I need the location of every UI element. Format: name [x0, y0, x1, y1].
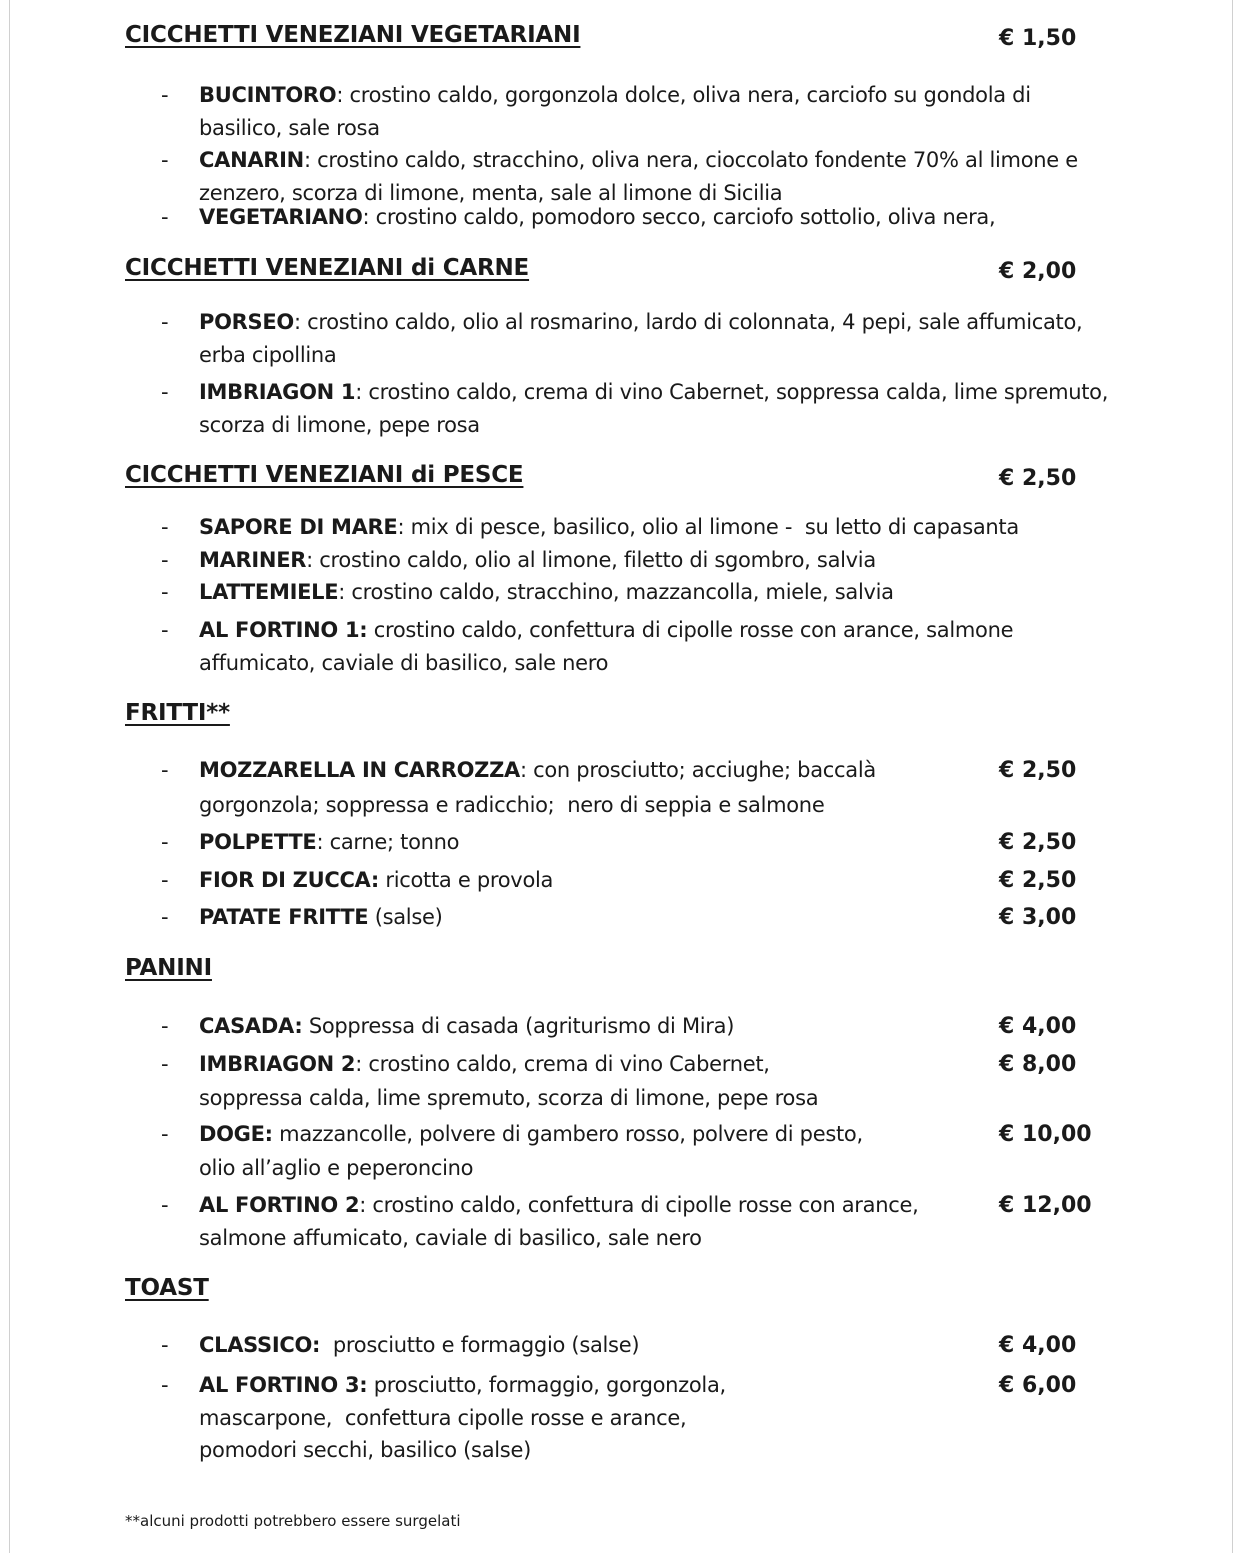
- menu-item-separator: [320, 1333, 333, 1357]
- menu-item-description: prosciutto e formaggio (salse): [332, 1333, 640, 1357]
- menu-item-line: [199, 310, 1082, 334]
- menu-item-description: con prosciutto; acciughe; baccalà: [533, 758, 876, 782]
- section-title: CICCHETTI VENEZIANI di CARNE: [125, 255, 530, 281]
- bullet-dash: -: [161, 1333, 169, 1357]
- bullet-dash: -: [161, 310, 169, 334]
- menu-item-description: affumicato, caviale di basilico, sale nero: [199, 651, 609, 675]
- bullet-dash: -: [161, 548, 169, 572]
- section-title: CICCHETTI VENEZIANI di PESCE: [125, 462, 524, 488]
- menu-item-separator: :: [355, 1052, 369, 1076]
- menu-item-line: [199, 148, 1078, 172]
- menu-item-line: [199, 83, 1031, 107]
- menu-item-separator: :: [519, 758, 534, 782]
- menu-item-line: [199, 1193, 918, 1217]
- bullet-dash: -: [161, 148, 169, 172]
- menu-item-description: ricotta e provola: [385, 868, 554, 892]
- section-title: TOAST: [125, 1275, 209, 1301]
- menu-item-line: [199, 758, 876, 782]
- menu-item-line: [199, 515, 1019, 539]
- menu-item-description: mix di pesce, basilico, olio al limone - su letto di capasanta: [410, 515, 1019, 539]
- menu-item-separator: :: [355, 380, 369, 404]
- menu-item-price: € 2,50: [999, 830, 1077, 855]
- menu-item-description: crostino caldo, stracchino, oliva nera, cioccolato fondente 70% al limone e: [317, 148, 1078, 172]
- menu-item-line: [199, 548, 876, 572]
- menu-item-line: [199, 830, 459, 854]
- menu-item-separator: :: [316, 830, 330, 854]
- section-price: € 1,50: [999, 26, 1077, 51]
- menu-item-line: [199, 1373, 726, 1397]
- bullet-dash: -: [161, 1193, 169, 1217]
- menu-item-line: [199, 580, 894, 604]
- menu-item-price: € 2,50: [999, 758, 1077, 783]
- menu-item-name: MOZZARELLA IN CARROZZA: [199, 758, 520, 782]
- menu-item-name: MARINER: [199, 548, 307, 572]
- menu-item-price: € 4,00: [999, 1014, 1077, 1039]
- menu-item-price: € 12,00: [999, 1193, 1092, 1218]
- menu-item-name: CANARIN: [199, 148, 304, 172]
- menu-item-description: (salse): [374, 905, 443, 929]
- menu-item-price: € 8,00: [999, 1052, 1077, 1077]
- menu-item-name: CLASSICO:: [199, 1333, 321, 1357]
- menu-item-line: [199, 1014, 734, 1038]
- page-right-edge: [1232, 0, 1233, 1553]
- menu-item-price: € 6,00: [999, 1373, 1077, 1398]
- bullet-dash: -: [161, 1122, 169, 1146]
- menu-item-separator: :: [306, 548, 320, 572]
- menu-item-separator: :: [303, 148, 318, 172]
- menu-item-name: IMBRIAGON 1: [199, 380, 356, 404]
- menu-item-line: [199, 1333, 639, 1357]
- bullet-dash: -: [161, 83, 169, 107]
- menu-item-line: [199, 868, 553, 892]
- menu-item-description: soppressa calda, lime spremuto, scorza di limone, pepe rosa: [199, 1086, 819, 1110]
- menu-item-name: AL FORTINO 3:: [199, 1373, 368, 1397]
- bullet-dash: -: [161, 868, 169, 892]
- menu-item-description: crostino caldo, confettura di cipolle rosse con arance, salmone: [373, 618, 1014, 642]
- bullet-dash: -: [161, 205, 169, 229]
- bullet-dash: -: [161, 758, 169, 782]
- menu-item-description: basilico, sale rosa: [199, 116, 380, 140]
- menu-item-description: mazzancolle, polvere di gambero rosso, polvere di pesto,: [279, 1122, 863, 1146]
- menu-item-name: BUCINTORO: [199, 83, 337, 107]
- menu-item-description: zenzero, scorza di limone, menta, sale al limone di Sicilia: [199, 181, 783, 205]
- menu-item-line: [199, 905, 442, 929]
- bullet-dash: -: [161, 380, 169, 404]
- menu-item-name: AL FORTINO 2: [199, 1193, 360, 1217]
- menu-item-line: [199, 618, 1013, 642]
- footnote: **alcuni prodotti potrebbero essere surgelati: [125, 1512, 461, 1530]
- page-left-edge: [9, 0, 10, 1553]
- menu-item-name: POLPETTE: [199, 830, 317, 854]
- bullet-dash: -: [161, 580, 169, 604]
- menu-item-line: [199, 205, 995, 229]
- bullet-dash: -: [161, 1014, 169, 1038]
- bullet-dash: -: [161, 905, 169, 929]
- menu-item-name: LATTEMIELE: [199, 580, 339, 604]
- menu-item-line: [199, 1122, 863, 1146]
- bullet-dash: -: [161, 1052, 169, 1076]
- menu-item-description: salmone affumicato, caviale di basilico, sale nero: [199, 1226, 702, 1250]
- menu-item-description: crostino caldo, confettura di cipolle rosse con arance,: [372, 1193, 919, 1217]
- menu-item-description: crostino caldo, olio al rosmarino, lardo di colonnata, 4 pepi, sale affumicato,: [307, 310, 1083, 334]
- menu-item-name: FIOR DI ZUCCA:: [199, 868, 379, 892]
- menu-item-name: IMBRIAGON 2: [199, 1052, 356, 1076]
- menu-item-line: [199, 380, 1108, 404]
- bullet-dash: -: [161, 1373, 169, 1397]
- menu-item-price: € 4,00: [999, 1333, 1077, 1358]
- menu-item-price: € 10,00: [999, 1122, 1092, 1147]
- menu-item-description: erba cipollina: [199, 343, 337, 367]
- menu-item-description: crostino caldo, crema di vino Cabernet, soppressa calda, lime spremuto,: [368, 380, 1109, 404]
- menu-item-description: prosciutto, formaggio, gorgonzola,: [373, 1373, 726, 1397]
- menu-item-separator: :: [397, 515, 411, 539]
- menu-item-description: crostino caldo, stracchino, mazzancolla, miele, salvia: [351, 580, 894, 604]
- bullet-dash: -: [161, 515, 169, 539]
- section-price: € 2,00: [999, 259, 1077, 284]
- section-title: FRITTI**: [125, 700, 230, 726]
- bullet-dash: -: [161, 618, 169, 642]
- menu-item-price: € 3,00: [999, 905, 1077, 930]
- section-title: PANINI: [125, 955, 212, 981]
- menu-item-name: CASADA:: [199, 1014, 303, 1038]
- section-title: CICCHETTI VENEZIANI VEGETARIANI: [125, 22, 581, 48]
- menu-item-description: mascarpone, confettura cipolle rosse e arance,: [199, 1406, 687, 1430]
- menu-item-description: Soppressa di casada (agriturismo di Mira): [308, 1014, 735, 1038]
- menu-item-description: crostino caldo, crema di vino Cabernet,: [368, 1052, 770, 1076]
- menu-item-description: crostino caldo, gorgonzola dolce, oliva nera, carciofo su gondola di: [349, 83, 1031, 107]
- menu-item-description: olio all’aglio e peperoncino: [199, 1156, 474, 1180]
- menu-item-separator: :: [359, 1193, 373, 1217]
- menu-item-separator: :: [293, 310, 308, 334]
- menu-item-separator: :: [336, 83, 350, 107]
- menu-item-description: pomodori secchi, basilico (salse): [199, 1438, 531, 1462]
- menu-item-name: AL FORTINO 1:: [199, 618, 368, 642]
- menu-item-name: VEGETARIANO: [199, 205, 363, 229]
- menu-item-description: carne; tonno: [329, 830, 460, 854]
- menu-item-name: SAPORE DI MARE: [199, 515, 398, 539]
- menu-item-description: gorgonzola; soppressa e radicchio; nero di seppia e salmone: [199, 793, 825, 817]
- menu-item-price: € 2,50: [999, 868, 1077, 893]
- section-price: € 2,50: [999, 466, 1077, 491]
- menu-item-description: scorza di limone, pepe rosa: [199, 413, 480, 437]
- menu-item-name: PORSEO: [199, 310, 294, 334]
- menu-item-name: PATATE FRITTE: [199, 905, 369, 929]
- menu-item-separator: :: [362, 205, 376, 229]
- menu-item-line: [199, 1052, 770, 1076]
- menu-item-name: DOGE:: [199, 1122, 273, 1146]
- menu-item-separator: :: [338, 580, 352, 604]
- menu-item-description: crostino caldo, olio al limone, filetto di sgombro, salvia: [319, 548, 876, 572]
- bullet-dash: -: [161, 830, 169, 854]
- menu-item-description: crostino caldo, pomodoro secco, carciofo sottolio, oliva nera,: [375, 205, 996, 229]
